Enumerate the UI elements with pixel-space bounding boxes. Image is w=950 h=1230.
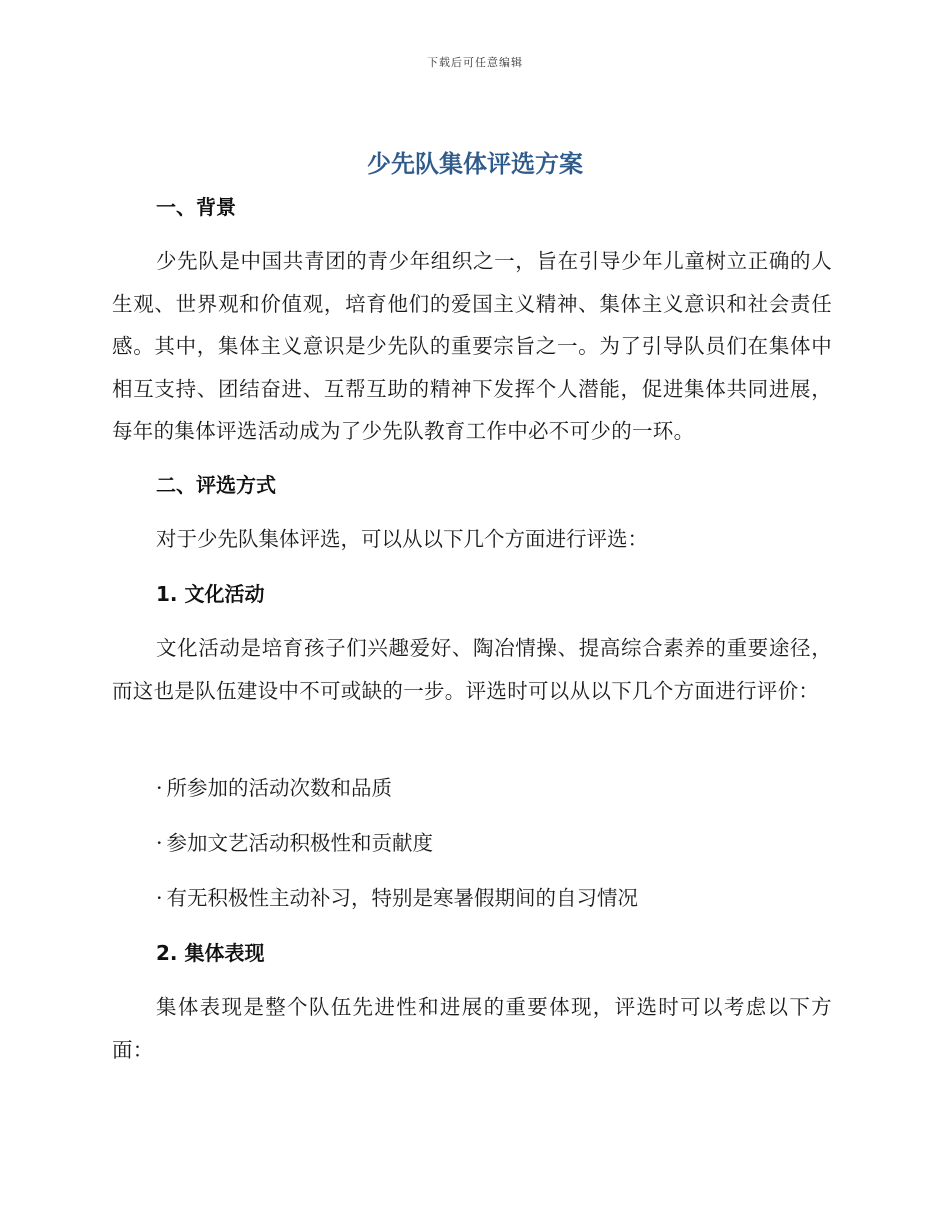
collective-performance-paragraph: 集体表现是整个队伍先进性和进展的重要体现，评选时可以考虑以下方面：	[112, 995, 832, 1062]
section-heading-background: 一、背景	[156, 195, 236, 219]
document-title: 少先队集体评选方案	[367, 150, 583, 178]
subheading-collective-performance: 2. 集体表现	[156, 941, 265, 965]
bullet-text: 有无积极性主动补习，特别是寒暑假期间的自习情况	[166, 886, 639, 910]
selection-intro-paragraph: 对于少先队集体评选，可以从以下几个方面进行评选：	[156, 527, 648, 551]
page-header: 下载后可任意编辑	[427, 56, 523, 69]
bullet-dot: ·	[156, 831, 163, 855]
bullet-item	[156, 773, 392, 803]
subheading-cultural-activities: 1. 文化活动	[156, 582, 265, 606]
bullet-text: 所参加的活动次数和品质	[166, 776, 393, 800]
section-heading-selection-method: 二、评选方式	[156, 473, 276, 497]
cultural-activities-paragraph: 文化活动是培育孩子们兴趣爱好、陶冶情操、提高综合素养的重要途径，而这也是队伍建设中不可或缺的一步。评选时可以从以下几个方面进行评价：	[112, 636, 832, 703]
bullet-dot: ·	[156, 886, 163, 910]
bullet-item	[156, 883, 638, 913]
bullet-text: 参加文艺活动积极性和贡献度	[166, 831, 434, 855]
background-paragraph: 少先队是中国共青团的青少年组织之一，旨在引导少年儿童树立正确的人生观、世界观和价值观，培育他们的爱国主义精神、集体主义意识和社会责任感。其中，集体主义意识是少先队的重要宗旨之一。为了引导队员们在集体中相互支持、团结奋进、互帮互助的精神下发挥个人潜能，促进集体共同进展，每年的集体评选活动成为了少先队教育工作中必不可少的一环。	[112, 249, 832, 443]
bullet-dot: ·	[156, 776, 163, 800]
bullet-item	[156, 828, 433, 858]
